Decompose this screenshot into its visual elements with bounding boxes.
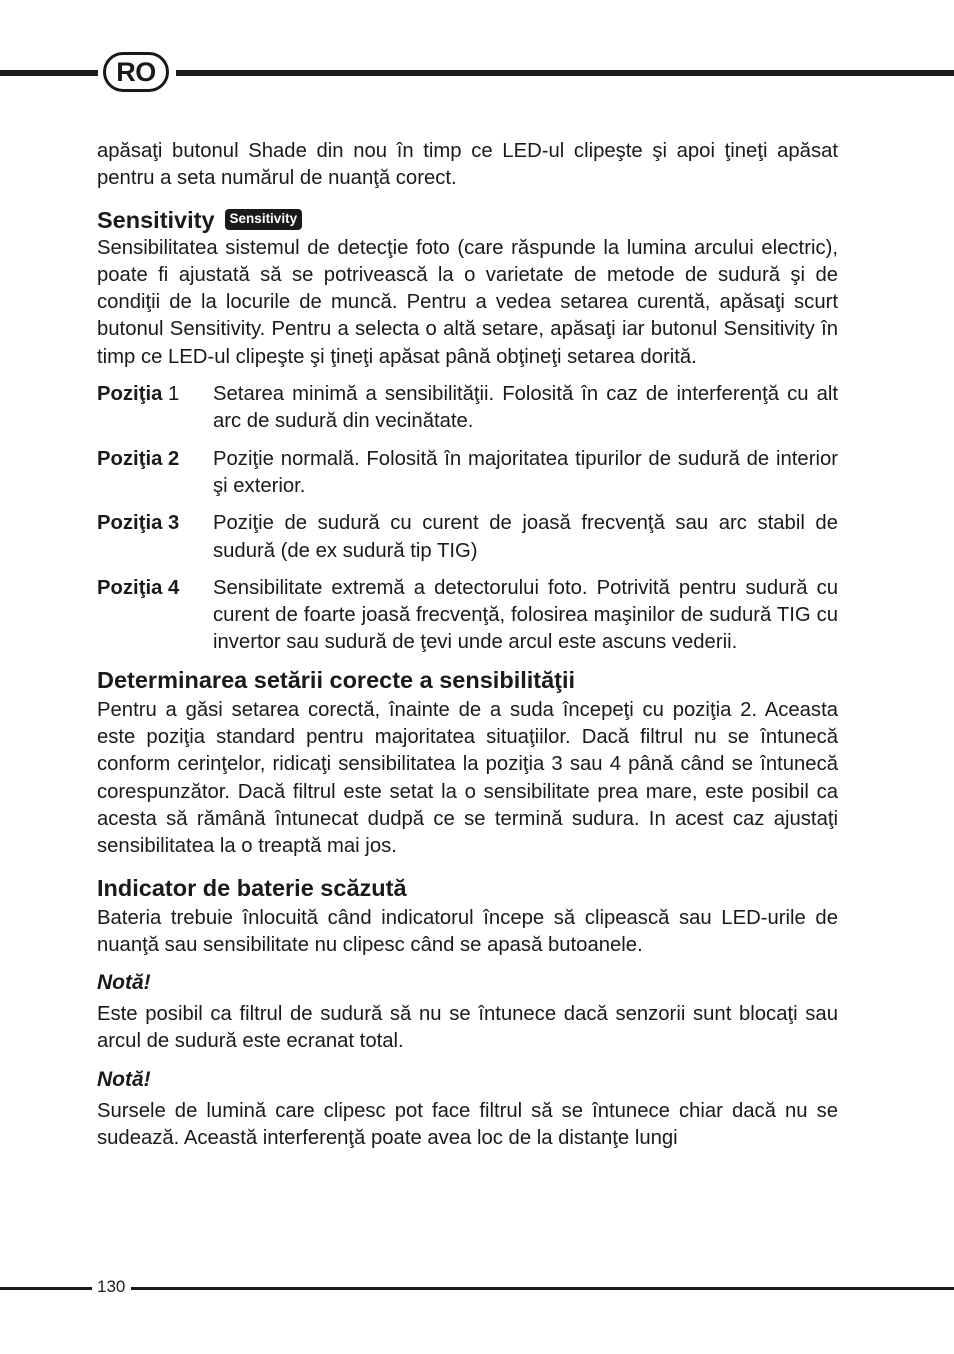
battery-paragraph: Bateria trebuie înlocuită când indicatorul începe să clipească sau LED-urile de nuanţă sau sensibilitate nu clipesc când se apasă butoanele. (97, 906, 838, 956)
determination-heading: Determinarea setării corecte a sensibilităţii (97, 666, 576, 693)
note-paragraph: Sursele de lumină care clipesc pot face filtrul să se întunece chiar dacă nu se sudează. Această interferenţă poate avea loc de la distanţe lungi (97, 1099, 838, 1150)
position-description: Setarea minimă a sensibilităţii. Folosită în caz de interferenţă cu alt arc de sudură din vecinătate. (213, 383, 838, 433)
position-description: Poziţie normală. Folosită în majoritatea tipurilor de sudură de interior şi exterior. (213, 447, 838, 497)
note-heading: Notă! (97, 971, 151, 995)
position-label: Poziţia 3 (97, 512, 180, 535)
position-label: Poziţia 1 (97, 383, 180, 406)
list-item (97, 381, 838, 436)
page-content (97, 138, 838, 1152)
header-rule-right (176, 70, 954, 76)
sensitivity-title: Sensitivity (97, 206, 215, 233)
battery-heading: Indicator de baterie scăzută (97, 874, 407, 901)
header-rule-left (0, 70, 98, 76)
note-paragraph: Este posibil ca filtrul de sudură să nu se întunece dacă senzorii sunt blocaţi sau arcul de sudură este ecranat total. (97, 1003, 838, 1053)
language-badge: RO (103, 52, 169, 92)
sensitivity-heading (97, 205, 838, 235)
determination-paragraph: Pentru a găsi setarea corectă, înainte de a suda începeţi cu poziţia 2. Aceasta este poziţia standard pentru majoritatea situaţiilor. Dacă filtrul nu se întunecă conform cerinţelor, ridicaţi sensibilitatea la poziţia 3 sau 4 până când se întunecă corespunzător. Dacă filtrul este setat la o sensibilitate prea mare, este posibil ca acesta să rămână întunecat dudpă ce se termină sudura. In acest caz ajustaţi sensibilitatea la o treaptă mai jos. (97, 698, 838, 858)
intro-paragraph: apăsaţi butonul Shade din nou în timp ce LED-ul clipeşte şi apoi ţineţi apăsat pentru a seta numărul de nuanţă corect. (97, 140, 838, 190)
footer-rule-left (0, 1287, 92, 1290)
sensitivity-button-badge: Sensitivity (225, 209, 303, 230)
sensitivity-paragraph: Sensibilitatea sistemul de detecţie foto (care răspunde la lumina arcului electric), poate fi ajustată să se potrivească la o varietate de metode de sudură şi de condiţii de la locurile de muncă. Pentru a vedea setarea curentă, apăsaţi scurt butonul Sensitivity. Pentru a selecta o altă setare, apăsaţi iar butonul Sensitivity în timp ce LED-ul clipeşte şi ţineţi apăsat până obţineţi setarea dorită. (97, 236, 838, 368)
list-item (97, 446, 838, 501)
position-list (97, 381, 838, 657)
list-item (97, 575, 838, 657)
footer-rule-right (131, 1287, 954, 1290)
page-number: 130 (97, 1277, 126, 1296)
position-description: Sensibilitate extremă a detectorului foto. Potrivită pentru sudură cu curent de foarte joasă frecvenţă, folosirea maşinilor de sudură TIG cu invertor sau sudură de ţevi unde arcul este ascuns vederii. (213, 576, 838, 654)
list-item (97, 510, 838, 565)
position-label: Poziţia 2 (97, 447, 180, 470)
note-heading: Notă! (97, 1067, 151, 1091)
position-description: Poziţie de sudură cu curent de joasă frecvenţă sau arc stabil de sudură (de ex sudură tip TIG) (213, 512, 838, 562)
position-label: Poziţia 4 (97, 576, 180, 599)
